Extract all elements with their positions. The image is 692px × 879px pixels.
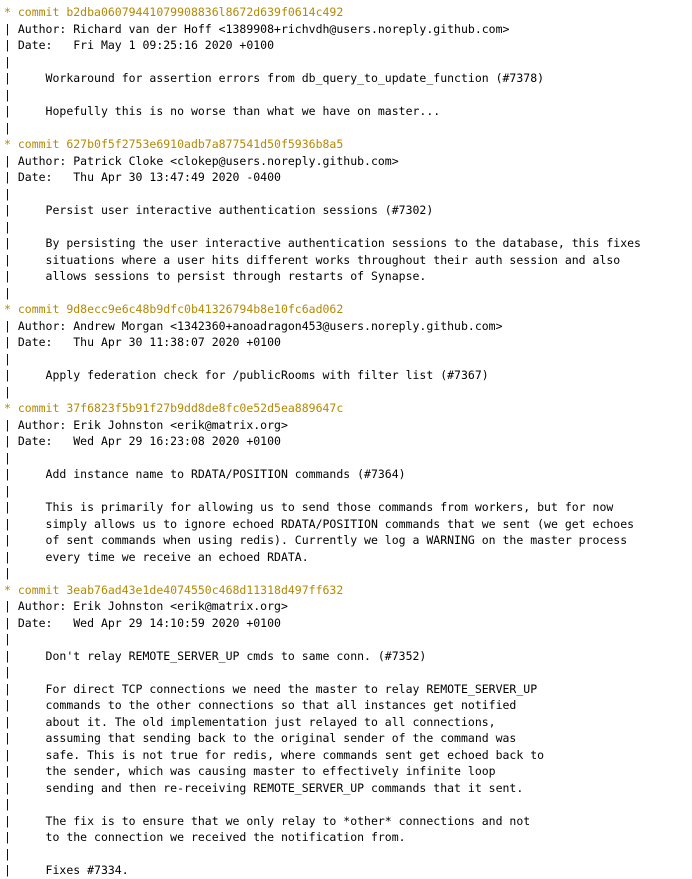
log-text: Fixes #7334. xyxy=(17,863,129,877)
graph-marker: | xyxy=(4,731,18,745)
graph-marker: | xyxy=(4,797,18,811)
graph-marker: | xyxy=(4,203,18,217)
graph-marker: | xyxy=(4,318,18,333)
graph-marker: | xyxy=(4,153,18,168)
log-line xyxy=(0,318,692,335)
log-text: For direct TCP connections we need the master to relay REMOTE_SERVER_UP xyxy=(17,681,538,696)
graph-marker: | xyxy=(4,21,18,36)
log-line xyxy=(0,450,692,467)
commit-hash-text: commit 9d8ecc9e6c48b9dfc0b41326794b8e10fc6ad062 xyxy=(17,302,344,316)
log-text: This is primarily for allowing us to send those commands from workers, but for now xyxy=(17,500,614,514)
log-line xyxy=(0,21,692,38)
graph-marker: | xyxy=(4,104,18,118)
log-line xyxy=(0,780,692,797)
graph-marker: | xyxy=(4,450,18,465)
log-line xyxy=(0,235,692,252)
graph-marker: | xyxy=(4,533,18,547)
log-line xyxy=(0,565,692,582)
log-text: to the connection we received the notification from. xyxy=(17,830,406,844)
graph-marker: | xyxy=(4,549,18,564)
log-line xyxy=(0,252,692,269)
log-text: Date: Thu Apr 30 11:38:07 2020 +0100 xyxy=(17,335,281,349)
graph-marker: | xyxy=(4,698,18,712)
log-line xyxy=(0,54,692,71)
log-line xyxy=(0,846,692,863)
log-line xyxy=(0,615,692,632)
graph-marker: | xyxy=(4,170,18,184)
graph-marker: * xyxy=(4,302,18,316)
log-text: Author: Patrick Cloke <clokep@users.noreply.github.com> xyxy=(17,153,399,168)
log-line xyxy=(0,532,692,549)
graph-marker: | xyxy=(4,615,18,630)
commit-line xyxy=(0,400,692,417)
log-text: Date: Wed Apr 29 16:23:08 2020 +0100 xyxy=(17,434,281,448)
log-line xyxy=(0,87,692,104)
graph-marker: | xyxy=(4,500,18,514)
graph-marker: | xyxy=(4,87,18,102)
log-line xyxy=(0,763,692,780)
log-line xyxy=(0,285,692,302)
graph-marker: | xyxy=(4,186,18,201)
log-line xyxy=(0,697,692,714)
log-line xyxy=(0,648,692,665)
log-line xyxy=(0,202,692,219)
log-line xyxy=(0,681,692,698)
graph-marker: | xyxy=(4,863,18,877)
log-line xyxy=(0,714,692,731)
log-line xyxy=(0,103,692,120)
commit-hash-text: commit b2dba06079441079908836l8672d639f0614c492 xyxy=(17,5,344,19)
log-text: Don't relay REMOTE_SERVER_UP cmds to same conn. (#7352) xyxy=(17,648,427,663)
log-text: Author: Andrew Morgan <1342360+anoadragon453@users.noreply.github.com> xyxy=(17,318,503,333)
log-line xyxy=(0,796,692,813)
graph-marker: | xyxy=(4,120,18,135)
graph-marker: | xyxy=(4,236,18,250)
log-text: allows sessions to persist through restarts of Synapse. xyxy=(17,269,427,283)
log-text: safe. This is not true for redis, where commands sent get echoed back to xyxy=(17,747,545,762)
graph-marker: | xyxy=(4,665,18,679)
log-line xyxy=(0,433,692,450)
graph-marker: | xyxy=(4,813,18,828)
log-line xyxy=(0,417,692,434)
log-text: Persist user interactive authentication sessions (#7302) xyxy=(17,203,434,217)
graph-marker: | xyxy=(4,285,18,300)
graph-marker: | xyxy=(4,747,18,762)
graph-marker: | xyxy=(4,38,18,52)
log-line xyxy=(0,813,692,830)
graph-marker: | xyxy=(4,351,18,366)
log-text: every time we receive an echoed RDATA. xyxy=(17,549,309,564)
graph-marker: | xyxy=(4,830,18,844)
log-text: By persisting the user interactive authentication sessions to the database, this fixes xyxy=(17,236,641,250)
log-line xyxy=(0,829,692,846)
graph-marker: | xyxy=(4,764,18,778)
graph-marker: * xyxy=(4,5,18,19)
log-text: sending and then re-receiving REMOTE_SERVER_UP commands that it sent. xyxy=(17,780,524,795)
log-text: about it. The old implementation just relayed to all connections, xyxy=(17,714,496,729)
commit-hash-text: commit 627b0f5f2753e6910adb7a877541d50f5936b8a5 xyxy=(17,137,344,151)
log-line xyxy=(0,169,692,186)
graph-marker: | xyxy=(4,516,18,531)
graph-marker: | xyxy=(4,483,18,498)
graph-marker: | xyxy=(4,566,18,580)
log-line xyxy=(0,351,692,368)
log-line xyxy=(0,862,692,879)
commit-line xyxy=(0,4,692,21)
log-line xyxy=(0,747,692,764)
log-line xyxy=(0,499,692,516)
log-line xyxy=(0,466,692,483)
graph-marker: * xyxy=(4,401,18,415)
log-line xyxy=(0,334,692,351)
graph-marker: | xyxy=(4,54,18,69)
graph-marker: | xyxy=(4,780,18,795)
graph-marker: | xyxy=(4,335,18,349)
log-text: Date: Wed Apr 29 14:10:59 2020 +0100 xyxy=(17,615,281,630)
log-line xyxy=(0,186,692,203)
log-text: simply allows us to ignore echoed RDATA/POSITION commands that we sent (we get echoes xyxy=(17,516,635,531)
log-line xyxy=(0,631,692,648)
log-text: Apply federation check for /publicRooms with filter list (#7367) xyxy=(17,368,489,382)
graph-marker: | xyxy=(4,648,18,663)
log-line xyxy=(0,37,692,54)
graph-marker: * xyxy=(4,582,18,597)
log-line xyxy=(0,549,692,566)
log-text: the sender, which was causing master to effectively infinite loop xyxy=(17,764,496,778)
log-text: assuming that sending back to the original sender of the command was xyxy=(17,731,517,745)
log-line xyxy=(0,120,692,137)
log-text: Date: Thu Apr 30 13:47:49 2020 -0400 xyxy=(17,170,281,184)
graph-marker: | xyxy=(4,417,18,432)
log-text: situations where a user hits different works throughout their auth session and also xyxy=(17,252,621,267)
log-text: The fix is to ensure that we only relay to *other* connections and not xyxy=(17,813,531,828)
graph-marker: | xyxy=(4,434,18,448)
graph-marker: | xyxy=(4,599,18,613)
log-line xyxy=(0,483,692,500)
log-text: commands to the other connections so that all instances get notified xyxy=(17,698,517,712)
graph-marker: | xyxy=(4,846,18,861)
log-text: Workaround for assertion errors from db_query_to_update_function (#7378) xyxy=(17,71,545,85)
graph-marker: | xyxy=(4,71,18,85)
graph-marker: | xyxy=(4,368,18,382)
graph-marker: | xyxy=(4,269,18,283)
log-line xyxy=(0,384,692,401)
graph-marker: * xyxy=(4,137,18,151)
log-line xyxy=(0,664,692,681)
log-line xyxy=(0,730,692,747)
log-text: Date: Fri May 1 09:25:16 2020 +0100 xyxy=(17,38,275,52)
log-line xyxy=(0,598,692,615)
graph-marker: | xyxy=(4,714,18,729)
commit-line xyxy=(0,582,692,599)
log-line xyxy=(0,516,692,533)
log-line xyxy=(0,70,692,87)
graph-marker: | xyxy=(4,219,18,234)
graph-marker: | xyxy=(4,632,18,646)
log-line xyxy=(0,153,692,170)
graph-marker: | xyxy=(4,467,18,481)
log-line xyxy=(0,367,692,384)
commit-hash-text: commit 37f6823f5b91f27b9dd8de8fc0e52d5ea889647c xyxy=(17,401,344,415)
log-text: Author: Erik Johnston <erik@matrix.org> xyxy=(17,417,288,432)
log-line xyxy=(0,219,692,236)
commit-line xyxy=(0,301,692,318)
graph-marker: | xyxy=(4,252,18,267)
log-text: Author: Richard van der Hoff <1389908+richvdh@users.noreply.github.com> xyxy=(17,21,510,36)
log-line xyxy=(0,268,692,285)
commit-hash-text: commit 3eab76ad43e1de4074550c468d11318d497ff632 xyxy=(17,582,344,597)
graph-marker: | xyxy=(4,681,18,696)
log-text: Author: Erik Johnston <erik@matrix.org> xyxy=(17,599,288,613)
commit-line xyxy=(0,136,692,153)
log-text: Add instance name to RDATA/POSITION commands (#7364) xyxy=(17,467,406,481)
log-text: Hopefully this is no worse than what we have on master... xyxy=(17,104,441,118)
log-text: of sent commands when using redis). Currently we log a WARNING on the master process xyxy=(17,533,628,547)
graph-marker: | xyxy=(4,384,18,399)
